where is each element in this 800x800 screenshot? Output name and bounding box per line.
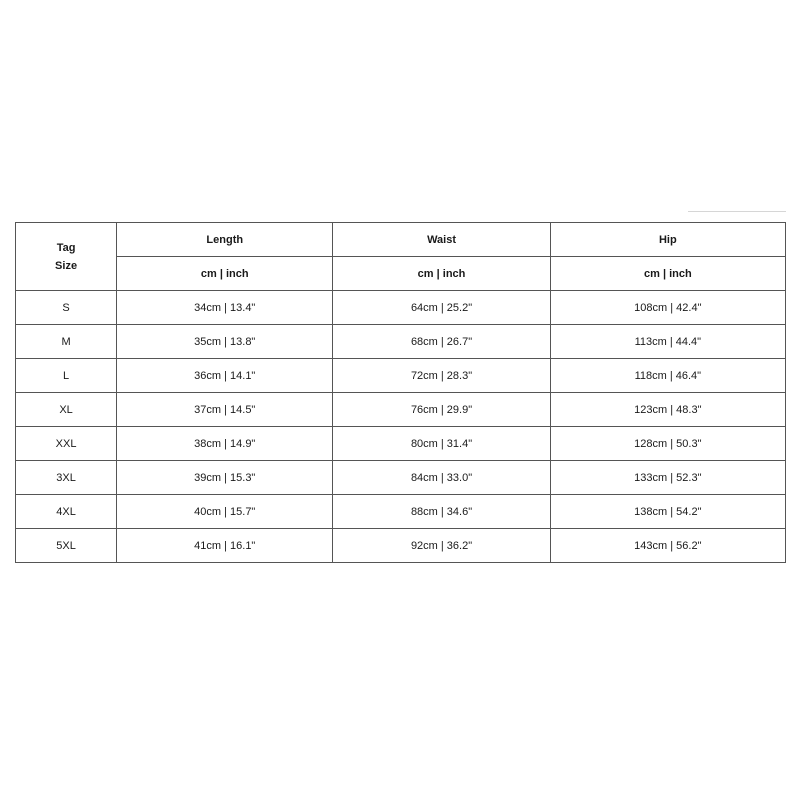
hip-cell: 138cm | 54.2" (550, 495, 785, 529)
waist-unit-header: cm | inch (333, 257, 550, 291)
size-cell: M (16, 325, 117, 359)
waist-cell: 84cm | 33.0" (333, 461, 550, 495)
hip-cell: 143cm | 56.2" (550, 529, 785, 563)
tag-size-header (16, 223, 117, 291)
table-row (16, 291, 786, 325)
waist-cell: 68cm | 26.7" (333, 325, 550, 359)
divider-line (688, 211, 786, 212)
length-cell: 34cm | 13.4" (117, 291, 333, 325)
table-row (16, 393, 786, 427)
hip-header: Hip (550, 223, 785, 257)
waist-cell: 92cm | 36.2" (333, 529, 550, 563)
hip-cell: 118cm | 46.4" (550, 359, 785, 393)
size-chart-table (15, 222, 786, 563)
waist-cell: 80cm | 31.4" (333, 427, 550, 461)
header-row (16, 223, 786, 257)
size-cell: L (16, 359, 117, 393)
hip-cell: 123cm | 48.3" (550, 393, 785, 427)
size-cell: S (16, 291, 117, 325)
waist-cell: 72cm | 28.3" (333, 359, 550, 393)
hip-unit-header: cm | inch (550, 257, 785, 291)
size-cell: 5XL (16, 529, 117, 563)
length-cell: 39cm | 15.3" (117, 461, 333, 495)
hip-cell: 113cm | 44.4" (550, 325, 785, 359)
length-cell: 36cm | 14.1" (117, 359, 333, 393)
waist-cell: 88cm | 34.6" (333, 495, 550, 529)
table-row (16, 461, 786, 495)
table-row (16, 495, 786, 529)
length-unit-header: cm | inch (117, 257, 333, 291)
size-cell: XL (16, 393, 117, 427)
table-row (16, 325, 786, 359)
hip-cell: 108cm | 42.4" (550, 291, 785, 325)
length-cell: 41cm | 16.1" (117, 529, 333, 563)
tag-size-header-line2: Size (55, 259, 78, 272)
tag-size-header-line1: Tag (56, 241, 76, 254)
waist-header: Waist (333, 223, 550, 257)
length-cell: 40cm | 15.7" (117, 495, 333, 529)
size-cell: 4XL (16, 495, 117, 529)
size-cell: 3XL (16, 461, 117, 495)
table-row (16, 359, 786, 393)
length-cell: 37cm | 14.5" (117, 393, 333, 427)
table-row (16, 427, 786, 461)
length-header: Length (117, 223, 333, 257)
size-cell: XXL (16, 427, 117, 461)
hip-cell: 133cm | 52.3" (550, 461, 785, 495)
table-row (16, 529, 786, 563)
units-row (16, 257, 786, 291)
waist-cell: 64cm | 25.2" (333, 291, 550, 325)
waist-cell: 76cm | 29.9" (333, 393, 550, 427)
hip-cell: 128cm | 50.3" (550, 427, 785, 461)
length-cell: 38cm | 14.9" (117, 427, 333, 461)
length-cell: 35cm | 13.8" (117, 325, 333, 359)
